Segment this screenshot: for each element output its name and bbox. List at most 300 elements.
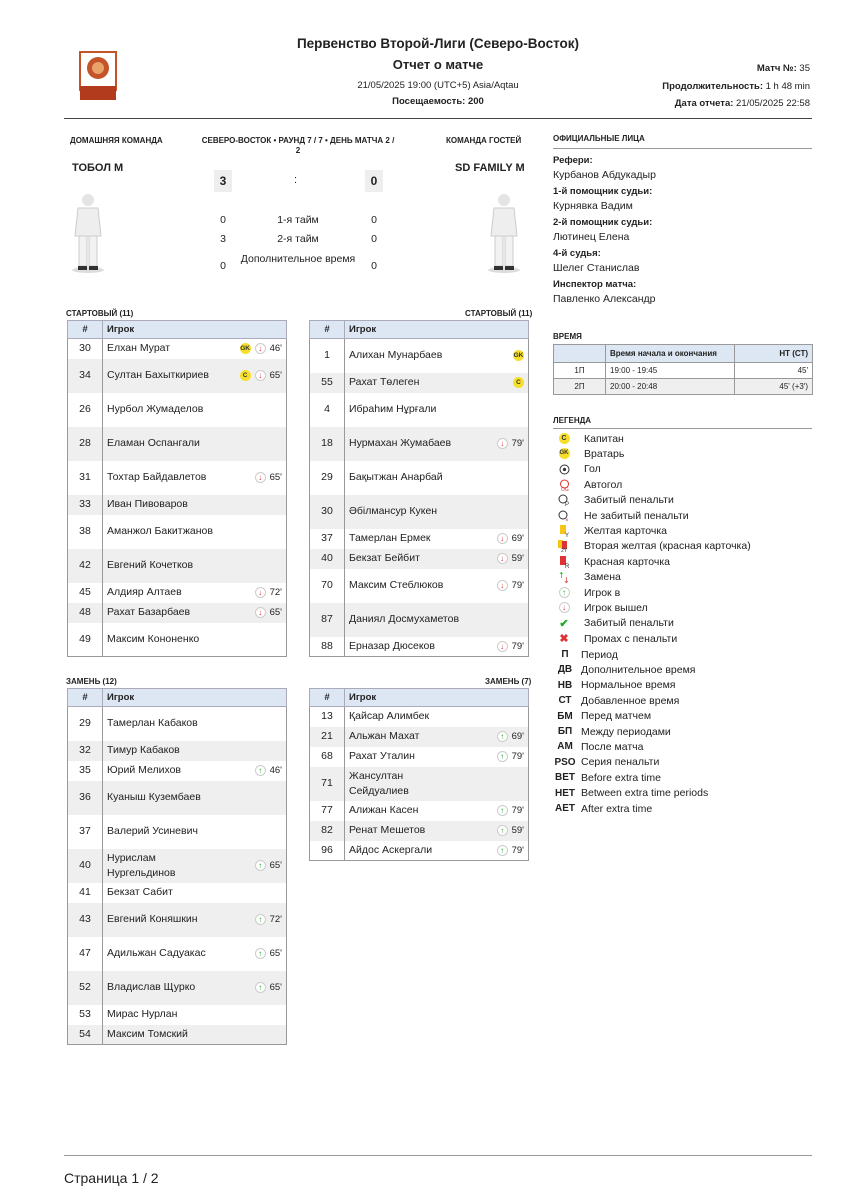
official-name: Павленко Александр [553,293,656,305]
player-cell [345,801,529,821]
legend-text: Добавленное время [581,694,680,707]
sub-in-icon: ↑ [497,731,508,742]
time-row-range: 20:00 - 20:48 [606,379,735,395]
time-col-range: Время начала и окончания [606,345,735,363]
player-name: Аманжол Бакитжанов [107,525,213,537]
score-separator: : [294,174,298,186]
player-number: 45 [68,583,103,603]
player-events [497,436,524,451]
player-number: 40 [68,849,103,883]
player-row [68,393,287,427]
player-cell [345,393,529,427]
player-cell [103,815,287,849]
player-number: 29 [68,707,103,741]
player-cell [103,359,287,393]
footer-divider [64,1155,812,1156]
captain-icon: C [513,377,524,388]
legend-text: Between extra time periods [581,787,709,800]
player-name: Елхан Мурат [107,342,171,355]
legend-text: Игрок в [584,586,621,599]
player-name: Султан Бахыткириев [107,369,209,381]
sub-minute: 79' [511,805,524,816]
player-name: Ерназар Дюсеков [349,639,435,652]
match-duration: Продолжительность: 1 h 48 min [662,81,810,92]
player-row [68,883,287,903]
player-number: 53 [68,1005,103,1025]
legend-item [556,539,751,554]
time-row-period: 1П [554,363,606,379]
player-number: 82 [310,821,345,841]
time-col-period [554,345,606,363]
legend-divider [553,428,812,429]
player-number: 1 [310,339,345,373]
player-row [68,549,287,583]
player-events [255,946,282,961]
player-row [310,461,529,495]
sub-out-icon: ↓ [255,607,266,618]
player-events [497,639,524,654]
player-name: Максим Кононенко [107,632,200,645]
player-cell [103,741,287,761]
sub-icon [557,571,571,583]
legend-label: ЛЕГЕНДА [553,416,592,425]
col-player: Игрок [345,321,529,339]
sub-in-icon: ↑ [497,825,508,836]
sub-minute: 65' [269,860,282,871]
player-events [255,858,282,873]
player-cell [103,1025,287,1045]
player-number: 21 [310,727,345,747]
player-row [68,937,287,971]
ball-icon [557,463,571,475]
legend-text: Забитый пенальти [584,617,674,630]
player-name: Мирас Нурлан [107,1008,178,1020]
player-row [68,903,287,937]
official-name: Лютинец Елена [553,231,630,243]
officials-list [553,155,812,305]
officials-label: ОФИЦИАЛЬНЫЕ ЛИЦА [553,134,645,143]
player-name: Тамерлан Ермек [349,532,431,544]
sub-minute: 65' [269,370,282,381]
sub-in-icon: ↑ [255,914,266,925]
player-row [68,1025,287,1045]
away-start-label: СТАРТОВЫЙ (11) [465,309,533,318]
player-cell [345,427,529,461]
player-events [255,912,282,927]
player-number: 43 [68,903,103,937]
player-name: Алижан Касен [349,804,419,816]
legend-item [556,585,620,600]
player-cell [103,707,287,741]
sub-minute: 65' [269,982,282,993]
player-row [68,623,287,657]
player-cell [345,603,529,637]
player-number: 71 [310,767,345,801]
player-cell [103,427,287,461]
sub-minute: 79' [511,751,524,762]
legend-item [556,631,677,646]
sub-in-icon: ↑ [497,845,508,856]
player-name: Куаныш Кузембаев [107,791,201,803]
player-events [497,803,524,818]
player-row [68,761,287,781]
home-subs-label: ЗАМЕНЬ (12) [66,677,117,686]
sub-minute: 69' [511,731,524,742]
away-subs-label: ЗАМЕНЬ (7) [485,677,532,686]
check-icon: ✔ [559,617,569,630]
player-name: Нурбол Жумаделов [107,403,204,415]
legend-text: Вторая желтая (красная карточка) [584,540,751,553]
player-number: 77 [310,801,345,821]
away-subs-table [309,688,529,861]
player-number: 35 [68,761,103,781]
p1-label: 1-я тайм [277,214,319,226]
player-name: Иван Пивоваров [107,498,188,510]
player-number: 34 [68,359,103,393]
page-number: Страница 1 / 2 [64,1170,159,1186]
player-number: 48 [68,603,103,623]
player-number: 36 [68,781,103,815]
legend-text: Перед матчем [581,710,652,723]
official-role: Инспектор матча: [553,279,637,290]
legend-abbr: BET [555,772,575,784]
red-icon [557,556,571,568]
sub-in-icon: ↑ [255,860,266,871]
player-number: 38 [68,515,103,549]
legend-text: После матча [581,740,644,753]
player-number: 70 [310,569,345,603]
legend-item [556,554,670,569]
legend-item [556,570,621,585]
et-away: 0 [371,260,377,272]
legend-abbr-item [553,786,708,801]
legend-text: Нормальное время [581,679,676,692]
pen-icon [557,494,571,506]
player-name: Бекзат Сабит [107,886,173,898]
player-number: 18 [310,427,345,461]
player-number: 68 [310,747,345,767]
legend-abbr-item [553,739,643,754]
player-row [310,603,529,637]
sub-minute: 65' [269,948,282,959]
player-row [310,767,529,801]
goalkeeper-icon: GK [240,345,250,353]
player-cell [345,707,529,727]
official-role: Рефери: [553,155,593,166]
home-team-name: ТОБОЛ М [72,162,124,174]
legend-abbr: PSO [554,756,576,768]
player-row [310,821,529,841]
player-row [310,707,529,727]
player-row [68,461,287,495]
legend-abbr: П [561,649,569,660]
player-row [68,583,287,603]
player-name: Еламан Оспангали [107,437,200,449]
player-number: 47 [68,937,103,971]
legend-item [556,600,648,615]
header-divider [64,118,812,119]
player-row [310,747,529,767]
sub-out-icon: ↓ [497,641,508,652]
player-row [310,529,529,549]
player-name: Максим Стеблюков [349,579,444,591]
report-date: Дата отчета: 21/05/2025 22:58 [674,98,810,109]
legend-text: Промах с пенальти [584,632,678,645]
yellow-icon [557,525,571,537]
away-score: 0 [365,170,383,192]
time-row-ht: 45' (+3') [735,379,813,395]
player-name: Максим Томский [107,1027,188,1040]
official-role: 1-й помощник судьи: [553,186,653,197]
player-name: Алихан Мунарбаев [349,349,443,362]
player-cell [103,1005,287,1025]
col-player: Игрок [103,689,287,707]
legend-item [556,616,674,631]
player-row [68,603,287,623]
home-start-label: СТАРТОВЫЙ (11) [66,309,134,318]
legend-text: Автогол [584,478,623,491]
legend-abbr: АМ [557,741,573,753]
legend-abbr-item [553,755,659,770]
sub-minute: 59' [511,553,524,564]
player-cell [345,569,529,603]
in-icon: ↑ [557,587,571,599]
sub-minute: 79' [511,438,524,449]
x-icon: ✖ [559,633,569,646]
player-name: Ренат Мешетов [349,824,426,836]
p1-home: 0 [220,214,226,226]
player-number: 29 [310,461,345,495]
player-number: 26 [68,393,103,427]
player-row [310,637,529,657]
player-number: 88 [310,637,345,657]
p2-label: 2-я тайм [277,233,319,245]
col-number: # [68,689,103,707]
et-label: Дополнительное время [240,253,356,265]
legend-text: Не забитый пенальти [584,509,689,522]
sub-out-icon: ↓ [497,533,508,544]
player-row [310,727,529,747]
sub-minute: 79' [511,580,524,591]
player-row [310,841,529,861]
player-number: 42 [68,549,103,583]
legend-item [556,462,601,477]
legend-text: Дополнительное время [581,663,696,676]
legend-text: Вратарь [584,447,625,460]
player-number: 30 [68,339,103,359]
official-role: 2-й помощник судьи: [553,217,653,228]
home-kit-icon [70,192,106,274]
player-name: Нурислам Нургельдинов [107,851,176,879]
player-row [68,781,287,815]
svg-text:R: R [564,563,569,568]
officials-divider [553,148,812,149]
player-cell [345,339,529,373]
svg-text:OG: OG [560,486,569,491]
away-kit-icon [486,192,522,274]
legend-abbr-item [553,724,671,739]
player-number: 52 [68,971,103,1005]
legend-abbr: НВ [557,679,573,691]
match-number: Матч №: 35 [756,63,810,74]
player-row [310,339,529,373]
col-number: # [310,321,345,339]
player-row [68,849,287,883]
home-starting-table [67,320,287,657]
player-name: Юрий Мелихов [107,764,181,776]
round-label: СЕВЕРО-ВОСТОК • РАУНД 7 / 7 • ДЕНЬ МАТЧА 2 / 2 [201,136,395,155]
legend-abbr-item [553,678,675,693]
home-subs-table [67,688,287,1045]
sub-minute: 65' [269,607,282,618]
sub-out-icon: ↓ [497,438,508,449]
player-events [497,749,524,764]
official-name: Шелег Станислав [553,262,640,274]
player-name: Рахат Төлеген [349,376,420,388]
time-label: ВРЕМЯ [553,332,582,341]
player-cell [345,841,529,861]
sub-in-icon: ↑ [497,805,508,816]
player-events [255,763,282,778]
player-cell [345,461,529,495]
legend-abbr: СТ [558,695,572,707]
player-row [68,339,287,359]
player-number: 41 [68,883,103,903]
legend-abbr: БМ [557,710,573,722]
legend-abbr: HET [555,787,575,799]
home-team-label: ДОМАШНЯЯ КОМАНДА [70,136,163,145]
player-number: 30 [310,495,345,529]
player-events [497,578,524,593]
player-name: Адильжан Садуакас [107,947,206,959]
player-row [68,741,287,761]
GK-icon: GK [557,448,571,460]
player-number: 37 [68,815,103,849]
player-events [497,551,524,566]
player-cell [103,549,287,583]
legend-abbr: AET [555,803,575,814]
legend-text: Желтая карточка [584,524,668,537]
player-number: 96 [310,841,345,861]
player-name: Ибраһим Нұрғали [349,403,437,415]
captain-icon: C [240,370,251,381]
player-events [497,843,524,858]
svg-text:↑: ↑ [558,571,565,581]
player-number: 37 [310,529,345,549]
sub-in-icon: ↑ [255,765,266,776]
sub-minute: 46' [269,343,282,355]
player-name: Тимур Кабаков [107,744,180,756]
player-row [68,515,287,549]
player-cell [103,583,287,603]
player-number: 31 [68,461,103,495]
player-row [310,801,529,821]
legend-abbr-item [553,693,679,708]
player-events [497,729,524,744]
col-player: Игрок [345,689,529,707]
player-row [68,971,287,1005]
legend-item [556,508,689,523]
player-cell [103,495,287,515]
time-row-ht: 45' [735,363,813,379]
player-row [310,393,529,427]
legend-abbr-item [553,801,652,816]
player-number: 87 [310,603,345,637]
legend-text: Забитый пенальти [584,494,674,507]
player-number: 40 [310,549,345,569]
player-name: Алдияр Алтаев [107,586,182,598]
legend-abbr-item [553,662,696,677]
player-cell [103,623,287,657]
player-name: Бекзат Бейбит [349,552,420,564]
player-row [68,1005,287,1025]
sub-minute: 59' [511,825,524,836]
attendance: Посещаемость: 200 [392,96,484,107]
player-cell [103,781,287,815]
p1-away: 0 [371,214,377,226]
player-events [240,341,282,356]
player-row [68,495,287,515]
official-name: Курнявка Вадим [553,200,633,212]
player-cell [345,727,529,747]
out-icon: ↓ [557,602,571,614]
player-cell [103,393,287,427]
sub-minute: 69' [511,533,524,544]
time-col-ht: НТ (СТ) [735,345,813,363]
player-number: 49 [68,623,103,657]
sub-in-icon: ↑ [255,982,266,993]
player-name: Қайсар Алимбек [349,710,430,723]
player-cell [103,971,287,1005]
player-name: Альжан Махат [349,730,420,742]
player-cell [103,937,287,971]
penmiss-icon [557,510,571,522]
svg-text:↓: ↓ [563,576,570,584]
col-number: # [68,321,103,339]
player-events [513,350,524,361]
sub-in-icon: ↑ [255,948,266,959]
player-row [310,495,529,529]
player-events [497,823,524,838]
player-number: 32 [68,741,103,761]
og-icon [557,479,571,491]
svg-text:×: × [565,517,569,522]
official-name: Курбанов Абдукадыр [553,169,656,181]
legend-text: Капитан [584,432,624,445]
legend-text: Замена [584,571,621,584]
legend-text: Период [581,648,618,661]
legend-item [556,477,622,492]
player-row [310,549,529,569]
legend-text: Гол [584,463,601,476]
svg-text:2Y: 2Y [561,548,568,553]
legend-abbr-item [553,647,618,662]
player-row [310,427,529,461]
home-score: 3 [214,170,232,192]
player-events [255,980,282,995]
player-cell [103,339,287,359]
legend-text: After extra time [581,802,653,815]
player-cell [345,495,529,529]
sub-out-icon: ↓ [497,580,508,591]
player-events [255,585,282,600]
player-number: 33 [68,495,103,515]
player-cell [103,603,287,623]
player-name: Валерий Усиневич [107,825,198,837]
away-team-name: SD FAMILY M [455,162,525,174]
player-cell [103,515,287,549]
player-cell [345,529,529,549]
